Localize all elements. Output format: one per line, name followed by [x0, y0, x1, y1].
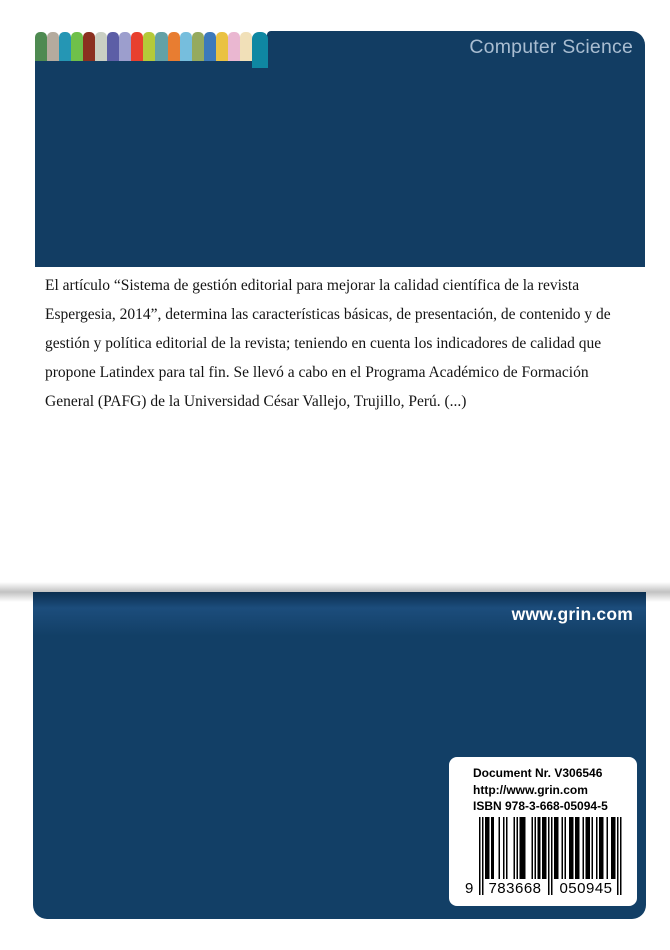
color-tab	[35, 32, 47, 61]
color-tab	[83, 32, 95, 61]
website-label: www.grin.com	[511, 604, 633, 624]
color-tab	[107, 32, 119, 61]
abstract-text: El artículo “Sistema de gestión editorial para mejorar la calidad científica de la revista Espergesia, 2014”, determina las características básicas, de presentación, de contenido y de gestión y política editorial de la revista; teniendo en cuenta los indicadores de calidad que propone Latindex para tal fin. Se llevó a cabo en el Programa Académico de Formación General (PAFG) de la Universidad César Vallejo, Trujillo, Perú. (...)	[45, 277, 611, 410]
color-tab	[71, 32, 83, 61]
isbn-box	[449, 757, 637, 906]
color-tab	[240, 32, 252, 61]
isbn-number: ISBN 978-3-668-05094-5	[473, 799, 608, 813]
barcode-digit-group: 050945	[559, 880, 613, 897]
document-number: Document Nr. V306546	[473, 766, 603, 780]
color-tab	[95, 32, 107, 61]
header-panel	[35, 60, 645, 267]
color-tab	[204, 32, 216, 61]
color-tab	[180, 32, 192, 61]
color-tab	[59, 32, 71, 61]
barcode-digit-group: 9	[465, 880, 474, 897]
color-tab	[143, 32, 155, 61]
grin-url: http://www.grin.com	[473, 782, 588, 797]
color-tab	[228, 32, 240, 61]
color-tab	[168, 32, 180, 61]
color-tab	[119, 32, 131, 61]
barcode-digit-group: 783668	[488, 880, 542, 897]
isbn-box-lines	[473, 765, 608, 815]
color-tab	[192, 32, 204, 61]
barcode	[465, 817, 622, 903]
color-tab	[131, 32, 143, 61]
color-tab	[47, 32, 59, 61]
color-tab-large	[252, 32, 268, 68]
color-tabs-row	[35, 32, 252, 61]
color-tab	[216, 32, 228, 61]
category-label: Computer Science	[469, 36, 633, 58]
color-tab	[155, 32, 167, 61]
